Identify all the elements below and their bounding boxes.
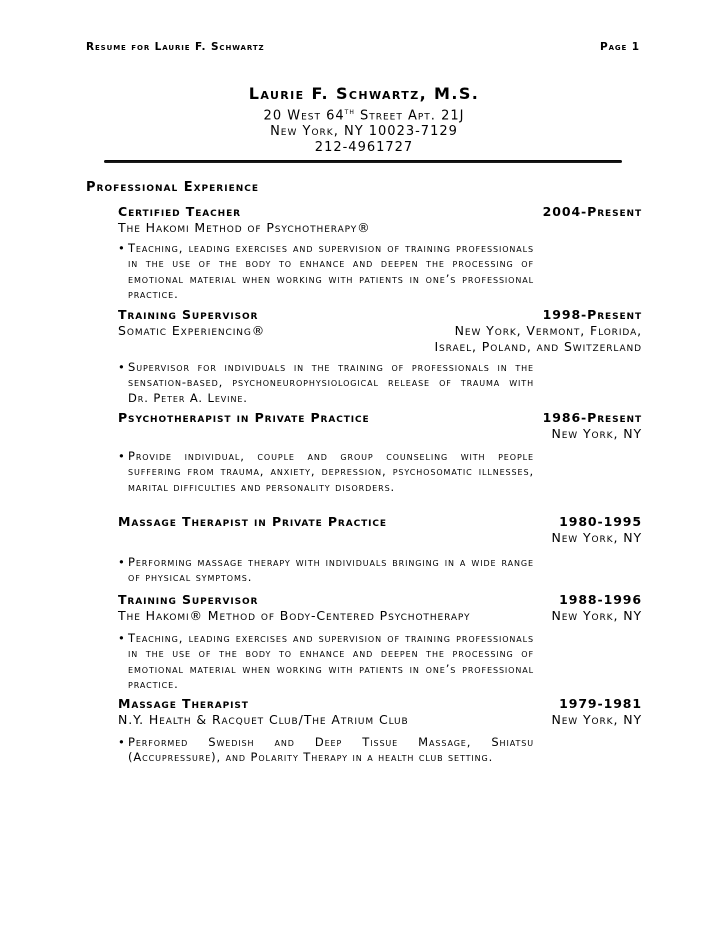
job-title: Massage Therapist in Private Practice	[118, 514, 387, 529]
candidate-name: Laurie F. Schwartz, M.S.	[248, 84, 480, 103]
job-dates: 1986-Present	[542, 410, 642, 425]
job-dates: 1988-1996	[559, 592, 642, 607]
job-description-text: Teaching, leading exercises and supervision of training professionals in the use of the body to enhance and deepen the processing of emotional material when working with patients in one’s professional practice.	[128, 241, 534, 301]
bullet-icon: •	[118, 631, 126, 645]
job-location: New York, Vermont, Florida,	[454, 323, 642, 338]
job-location-continued: Israel, Poland, and Switzerland	[434, 339, 642, 354]
street-number: 20 West 64	[263, 108, 345, 124]
job-entry	[118, 410, 642, 442]
street-address	[0, 104, 728, 124]
job-organization: N.Y. Health & Racquet Club/The Atrium Club	[118, 712, 409, 727]
job-location: New York, NY	[551, 608, 642, 623]
job-location: New York, NY	[551, 712, 642, 727]
section-heading: Professional Experience	[86, 180, 259, 195]
job-title: Training Supervisor	[118, 592, 259, 607]
job-dates: 1998-Present	[542, 307, 642, 322]
bullet-icon: •	[118, 449, 126, 463]
job-description	[118, 241, 534, 302]
phone-number: 212-4961727	[314, 140, 414, 156]
bullet-icon: •	[118, 555, 126, 569]
job-title: Massage Therapist	[118, 696, 249, 711]
job-description-text: Supervisor for individuals in the training of professionals in the sensation-based, psychoneurophysiological release of trauma with Dr. Peter A. Levine.	[128, 360, 534, 405]
job-location: New York, NY	[551, 530, 642, 545]
contact-block	[0, 84, 728, 156]
job-dates: 2004-Present	[542, 204, 642, 219]
job-title: Certified Teacher	[118, 204, 241, 219]
job-entry	[118, 204, 642, 236]
job-description	[118, 555, 534, 586]
job-description	[118, 449, 534, 495]
bullet-icon: •	[118, 360, 126, 374]
header-divider	[104, 160, 622, 163]
job-entry	[118, 696, 642, 728]
job-description	[118, 735, 534, 766]
job-description	[118, 631, 534, 692]
job-dates: 1979-1981	[559, 696, 642, 711]
bullet-icon: •	[118, 735, 126, 749]
page-number: Page 1	[599, 41, 640, 53]
bullet-icon: •	[118, 241, 126, 255]
job-description-text: Teaching, leading exercises and supervision of training professionals in the use of the body to enhance and deepen the processing of emotional material when working with patients in one’s professional practice.	[128, 631, 534, 691]
street-rest: Street Apt. 21J	[354, 108, 465, 124]
job-entry	[118, 307, 642, 355]
job-description-text: Provide individual, couple and group counseling with people suffering from trauma, anxiety, depression, psychosomatic illnesses, marital difficulties and personality disorders.	[128, 449, 534, 494]
job-organization: The Hakomi® Method of Body-Centered Psychotherapy	[118, 608, 471, 623]
job-title: Training Supervisor	[118, 307, 259, 322]
job-organization: Somatic Experiencing®	[118, 323, 266, 338]
job-description	[118, 360, 534, 406]
job-title: Psychotherapist in Private Practice	[118, 410, 370, 425]
job-location: New York, NY	[551, 426, 642, 441]
running-header	[86, 41, 640, 55]
header-title: Resume for Laurie F. Schwartz	[86, 41, 265, 53]
city-line: New York, NY 10023-7129	[270, 124, 458, 140]
job-organization: The Hakomi Method of Psychotherapy®	[118, 220, 371, 235]
job-entry	[118, 592, 642, 624]
ordinal-suffix: th	[344, 107, 355, 116]
job-description-text: Performed Swedish and Deep Tissue Massage, Shiatsu (Accupressure), and Polarity Therapy in a health club setting.	[128, 735, 534, 765]
job-description-text: Performing massage therapy with individuals bringing in a wide range of physical symptoms.	[128, 555, 534, 585]
job-dates: 1980-1995	[559, 514, 642, 529]
job-entry	[118, 514, 642, 546]
